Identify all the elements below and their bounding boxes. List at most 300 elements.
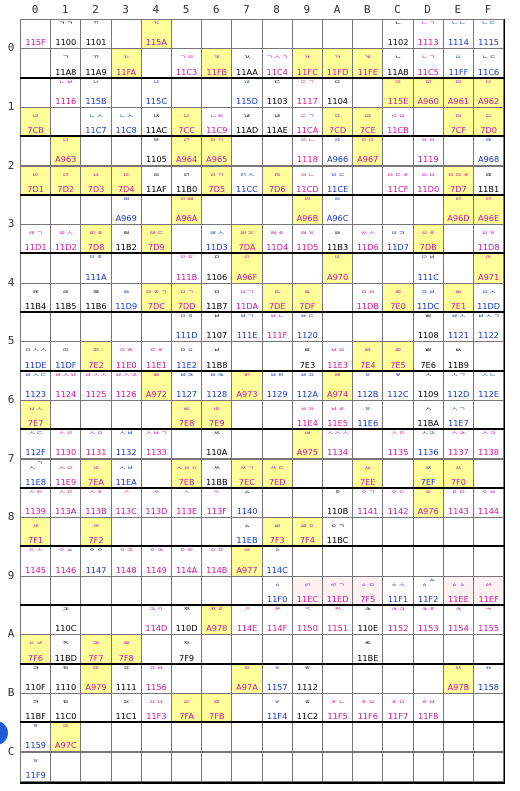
jamo-cell[interactable] (111, 224, 142, 254)
jamo-cell[interactable] (201, 312, 232, 342)
jamo-cell[interactable] (50, 605, 81, 635)
jamo-cell[interactable] (262, 107, 293, 137)
jamo-glyph: ᆼᆸ (27, 636, 44, 646)
jamo-cell[interactable] (413, 605, 444, 635)
jamo-cell[interactable] (50, 283, 81, 313)
jamo-glyph: ᄅᄆ (484, 138, 493, 148)
jamo-cell[interactable] (292, 400, 323, 430)
jamo-cell[interactable] (352, 400, 383, 430)
jamo-cell[interactable] (413, 488, 444, 518)
jamo-cell[interactable] (292, 693, 323, 723)
jamo-cell[interactable] (262, 283, 293, 313)
jamo-cell[interactable] (443, 107, 474, 137)
jamo-cell (171, 517, 202, 547)
jamo-glyph: ᆷᆼ (178, 343, 195, 353)
code-point: 11CD (296, 183, 319, 194)
jamo-glyph: ᄅᄒ (88, 255, 104, 265)
jamo-cell[interactable] (171, 634, 202, 664)
jamo-cell[interactable] (292, 48, 323, 78)
jamo-cell[interactable] (443, 19, 474, 49)
jamo-cell[interactable] (262, 371, 293, 401)
jamo-cell[interactable] (171, 546, 202, 576)
jamo-cell[interactable] (171, 107, 202, 137)
jamo-cell[interactable] (352, 48, 383, 78)
jamo-cell[interactable] (111, 459, 142, 489)
jamo-cell[interactable] (231, 488, 262, 518)
jamo-cell[interactable] (322, 576, 353, 606)
jamo-cell[interactable] (322, 341, 353, 371)
jamo-glyph: ᄅᄇ (122, 196, 131, 206)
jamo-cell[interactable] (322, 107, 353, 137)
jamo-cell[interactable] (201, 283, 232, 313)
jamo-cell[interactable] (443, 576, 474, 606)
jamo-cell[interactable] (443, 459, 474, 489)
jamo-cell[interactable] (111, 693, 142, 723)
jamo-cell[interactable] (171, 341, 202, 371)
jamo-cell[interactable] (473, 253, 504, 283)
jamo-cell[interactable] (80, 371, 111, 401)
jamo-cell[interactable] (262, 693, 293, 723)
jamo-cell[interactable] (352, 371, 383, 401)
jamo-cell[interactable] (20, 429, 51, 459)
jamo-cell[interactable] (20, 19, 51, 49)
jamo-cell[interactable] (322, 253, 353, 283)
jamo-cell[interactable] (141, 78, 172, 108)
jamo-cell[interactable] (292, 283, 323, 313)
jamo-glyph: ᇰᇰ (450, 577, 467, 587)
jamo-cell[interactable] (231, 605, 262, 635)
jamo-cell[interactable] (443, 429, 474, 459)
jamo-cell[interactable] (322, 195, 353, 225)
jamo-cell[interactable] (352, 634, 383, 664)
jamo-cell[interactable] (443, 195, 474, 225)
jamo-cell[interactable] (80, 19, 111, 49)
jamo-cell[interactable] (443, 283, 474, 313)
jamo-cell[interactable] (352, 107, 383, 137)
jamo-cell[interactable] (171, 488, 202, 518)
jamo-cell[interactable] (443, 48, 474, 78)
jamo-cell[interactable] (413, 19, 444, 49)
code-point: A96F (236, 271, 258, 282)
jamo-cell[interactable] (20, 693, 51, 723)
jamo-cell[interactable] (322, 400, 353, 430)
jamo-cell[interactable] (231, 517, 262, 547)
jamo-cell[interactable] (322, 488, 353, 518)
jamo-cell[interactable] (171, 283, 202, 313)
jamo-cell[interactable] (80, 48, 111, 78)
jamo-cell[interactable] (322, 693, 353, 723)
jamo-glyph: ᆱᆨ (27, 226, 44, 236)
jamo-cell[interactable] (231, 371, 262, 401)
jamo-cell[interactable] (141, 429, 172, 459)
jamo-cell[interactable] (292, 605, 323, 635)
jamo-cell[interactable] (292, 224, 323, 254)
jamo-cell[interactable] (382, 488, 413, 518)
code-point: 110D (175, 623, 198, 634)
jamo-cell[interactable] (111, 488, 142, 518)
jamo-cell[interactable] (20, 517, 51, 547)
jamo-cell[interactable] (111, 546, 142, 576)
jamo-cell[interactable] (231, 107, 262, 137)
jamo-cell[interactable] (292, 576, 323, 606)
jamo-cell[interactable] (231, 546, 262, 576)
code-point: 7D4 (117, 183, 135, 194)
jamo-cell[interactable] (80, 546, 111, 576)
jamo-cell[interactable] (141, 136, 172, 166)
jamo-cell[interactable] (231, 664, 262, 694)
jamo-cell[interactable] (382, 48, 413, 78)
jamo-cell[interactable] (473, 283, 504, 313)
jamo-cell[interactable] (20, 722, 51, 752)
jamo-cell[interactable] (473, 48, 504, 78)
jamo-cell[interactable] (20, 400, 51, 430)
jamo-cell[interactable] (413, 166, 444, 196)
jamo-cell[interactable] (80, 488, 111, 518)
jamo-cell[interactable] (141, 341, 172, 371)
jamo-cell[interactable] (352, 136, 383, 166)
jamo-cell[interactable] (20, 166, 51, 196)
jamo-cell[interactable] (231, 253, 262, 283)
jamo-cell[interactable] (50, 19, 81, 49)
jamo-cell[interactable] (322, 166, 353, 196)
jamo-cell[interactable] (171, 195, 202, 225)
jamo-cell[interactable] (171, 253, 202, 283)
jamo-cell[interactable] (413, 312, 444, 342)
jamo-cell[interactable] (20, 371, 51, 401)
jamo-cell[interactable] (382, 605, 413, 635)
jamo-cell[interactable] (20, 341, 51, 371)
jamo-cell[interactable] (201, 400, 232, 430)
jamo-cell[interactable] (201, 459, 232, 489)
jamo-cell[interactable] (382, 693, 413, 723)
jamo-cell[interactable] (292, 371, 323, 401)
jamo-cell[interactable] (20, 459, 51, 489)
jamo-cell[interactable] (80, 78, 111, 108)
jamo-glyph: ᄋᄇ (480, 489, 497, 499)
jamo-cell[interactable] (262, 546, 293, 576)
jamo-cell[interactable] (473, 312, 504, 342)
jamo-cell[interactable] (473, 136, 504, 166)
jamo-cell[interactable] (413, 693, 444, 723)
jamo-cell[interactable] (292, 341, 323, 371)
jamo-cell[interactable] (201, 107, 232, 137)
jamo-cell[interactable] (262, 517, 293, 547)
jamo-cell[interactable] (443, 488, 474, 518)
jamo-cell[interactable] (322, 224, 353, 254)
jamo-cell[interactable] (20, 488, 51, 518)
jamo-cell[interactable] (80, 634, 111, 664)
jamo-cell[interactable] (413, 341, 444, 371)
jamo-glyph: ᇫᆸᆼ (299, 519, 316, 529)
jamo-cell[interactable] (201, 693, 232, 723)
jamo-cell[interactable] (322, 371, 353, 401)
code-point: 1154 (447, 623, 469, 634)
jamo-cell[interactable] (201, 136, 232, 166)
jamo-cell[interactable] (473, 605, 504, 635)
jamo-glyph: ᇫ (243, 519, 251, 529)
jamo-cell[interactable] (141, 166, 172, 196)
row-divider (20, 428, 505, 430)
jamo-cell[interactable] (50, 78, 81, 108)
jamo-cell[interactable] (262, 664, 293, 694)
jamo-cell[interactable] (50, 429, 81, 459)
jamo-cell[interactable] (382, 224, 413, 254)
jamo-cell[interactable] (382, 107, 413, 137)
jamo-cell[interactable] (382, 78, 413, 108)
jamo-cell[interactable] (171, 312, 202, 342)
jamo-cell[interactable] (50, 341, 81, 371)
jamo-cell[interactable] (262, 224, 293, 254)
jamo-cell[interactable] (443, 664, 474, 694)
jamo-cell[interactable] (50, 488, 81, 518)
jamo-cell[interactable] (352, 576, 383, 606)
jamo-glyph: ᄂᄉ (92, 79, 100, 89)
jamo-cell[interactable] (382, 19, 413, 49)
jamo-cell[interactable] (111, 166, 142, 196)
jamo-cell[interactable] (262, 166, 293, 196)
jamo-cell[interactable] (80, 283, 111, 313)
jamo-cell[interactable] (201, 48, 232, 78)
jamo-cell[interactable] (111, 429, 142, 459)
jamo-cell[interactable] (80, 253, 111, 283)
column-header: 4 (152, 3, 160, 16)
jamo-cell[interactable] (382, 341, 413, 371)
jamo-cell[interactable] (20, 546, 51, 576)
jamo-cell[interactable] (322, 429, 353, 459)
jamo-glyph: ᄈ (424, 314, 433, 323)
jamo-cell (292, 546, 323, 576)
jamo-cell[interactable] (171, 371, 202, 401)
jamo-cell[interactable] (322, 605, 353, 635)
jamo-cell[interactable] (171, 400, 202, 430)
jamo-cell[interactable] (231, 459, 262, 489)
jamo-cell[interactable] (292, 78, 323, 108)
jamo-cell[interactable] (171, 136, 202, 166)
jamo-cell[interactable] (352, 341, 383, 371)
jamo-cell[interactable] (292, 107, 323, 137)
code-point: 11E0 (115, 359, 137, 370)
jamo-cell[interactable] (201, 488, 232, 518)
jamo-cell[interactable] (20, 224, 51, 254)
jamo-cell[interactable] (262, 459, 293, 489)
jamo-cell[interactable] (382, 166, 413, 196)
jamo-cell[interactable] (413, 400, 444, 430)
jamo-cell[interactable] (201, 224, 232, 254)
jamo-cell[interactable] (382, 371, 413, 401)
jamo-cell[interactable] (50, 664, 81, 694)
code-point: 7DA (238, 242, 256, 253)
jamo-cell[interactable] (352, 693, 383, 723)
jamo-cell[interactable] (413, 576, 444, 606)
jamo-cell[interactable] (50, 722, 81, 752)
jamo-cell[interactable] (292, 517, 323, 547)
jamo-cell[interactable] (292, 136, 323, 166)
jamo-cell[interactable] (111, 48, 142, 78)
jamo-cell[interactable] (473, 166, 504, 196)
jamo-cell[interactable] (141, 693, 172, 723)
jamo-cell[interactable] (201, 429, 232, 459)
jamo-cell[interactable] (50, 136, 81, 166)
jamo-cell[interactable] (352, 488, 383, 518)
jamo-cell[interactable] (262, 78, 293, 108)
jamo-cell[interactable] (141, 488, 172, 518)
jamo-cell[interactable] (413, 48, 444, 78)
jamo-cell[interactable] (262, 576, 293, 606)
jamo-cell (322, 312, 353, 342)
jamo-cell[interactable] (262, 312, 293, 342)
jamo-cell[interactable] (20, 752, 51, 782)
jamo-cell[interactable] (443, 400, 474, 430)
jamo-cell[interactable] (171, 48, 202, 78)
jamo-cell[interactable] (111, 341, 142, 371)
jamo-cell[interactable] (473, 224, 504, 254)
jamo-cell[interactable] (322, 78, 353, 108)
jamo-cell[interactable] (80, 341, 111, 371)
jamo-cell[interactable] (20, 664, 51, 694)
jamo-cell[interactable] (50, 166, 81, 196)
jamo-cell[interactable] (50, 693, 81, 723)
jamo-cell[interactable] (231, 224, 262, 254)
jamo-cell[interactable] (111, 107, 142, 137)
jamo-cell[interactable] (111, 634, 142, 664)
jamo-cell[interactable] (201, 253, 232, 283)
jamo-cell[interactable] (50, 634, 81, 664)
jamo-cell[interactable] (141, 224, 172, 254)
jamo-cell (231, 341, 262, 371)
jamo-cell[interactable] (413, 253, 444, 283)
jamo-cell[interactable] (111, 371, 142, 401)
jamo-cell[interactable] (382, 429, 413, 459)
jamo-cell[interactable] (413, 283, 444, 313)
jamo-cell[interactable] (80, 459, 111, 489)
jamo-cell (201, 19, 232, 49)
jamo-cell[interactable] (111, 195, 142, 225)
jamo-cell[interactable] (352, 283, 383, 313)
code-point: 110B (326, 506, 349, 517)
jamo-cell[interactable] (20, 283, 51, 313)
jamo-cell[interactable] (292, 429, 323, 459)
jamo-cell[interactable] (413, 136, 444, 166)
jamo-cell[interactable] (80, 664, 111, 694)
jamo-cell[interactable] (413, 78, 444, 108)
jamo-cell[interactable] (443, 341, 474, 371)
jamo-cell[interactable] (171, 166, 202, 196)
jamo-cell (473, 752, 504, 782)
jamo-cell[interactable] (413, 459, 444, 489)
jamo-cell[interactable] (413, 371, 444, 401)
jamo-cell[interactable] (201, 166, 232, 196)
jamo-cell[interactable] (413, 429, 444, 459)
jamo-cell[interactable] (473, 488, 504, 518)
jamo-cell[interactable] (473, 19, 504, 49)
jamo-cell[interactable] (262, 48, 293, 78)
jamo-cell[interactable] (473, 371, 504, 401)
jamo-cell[interactable] (382, 576, 413, 606)
jamo-cell[interactable] (50, 48, 81, 78)
jamo-cell[interactable] (322, 517, 353, 547)
jamo-cell[interactable] (141, 107, 172, 137)
jamo-cell[interactable] (292, 166, 323, 196)
jamo-cell[interactable] (382, 283, 413, 313)
jamo-cell[interactable] (231, 78, 262, 108)
jamo-cell[interactable] (141, 283, 172, 313)
jamo-cell[interactable] (473, 195, 504, 225)
jamo-cell[interactable] (50, 546, 81, 576)
jamo-cell[interactable] (231, 48, 262, 78)
side-tab[interactable] (0, 721, 8, 745)
jamo-cell[interactable] (262, 605, 293, 635)
jamo-cell[interactable] (80, 429, 111, 459)
jamo-cell[interactable] (473, 664, 504, 694)
jamo-cell[interactable] (473, 78, 504, 108)
jamo-cell[interactable] (292, 195, 323, 225)
jamo-cell[interactable] (171, 605, 202, 635)
jamo-cell[interactable] (352, 459, 383, 489)
code-point: A97A (236, 681, 258, 692)
jamo-cell[interactable] (443, 78, 474, 108)
jamo-glyph: ᄃᄅ (394, 79, 402, 89)
jamo-cell[interactable] (201, 371, 232, 401)
jamo-cell[interactable] (141, 605, 172, 635)
code-point: 7CB (27, 125, 44, 136)
jamo-glyph: ᆲᇁ (239, 226, 255, 236)
jamo-cell[interactable] (292, 312, 323, 342)
jamo-cell[interactable] (50, 459, 81, 489)
jamo-cell[interactable] (292, 664, 323, 694)
jamo-glyph: ᄋᄒ (243, 548, 251, 558)
jamo-cell[interactable] (20, 107, 51, 137)
jamo-cell[interactable] (231, 283, 262, 313)
jamo-cell[interactable] (80, 517, 111, 547)
jamo-cell[interactable] (473, 576, 504, 606)
jamo-cell[interactable] (443, 605, 474, 635)
jamo-cell[interactable] (473, 429, 504, 459)
jamo-cell[interactable] (322, 136, 353, 166)
jamo-cell[interactable] (201, 546, 232, 576)
jamo-cell[interactable] (141, 664, 172, 694)
jamo-cell[interactable] (80, 224, 111, 254)
jamo-cell[interactable] (443, 312, 474, 342)
jamo-cell[interactable] (201, 341, 232, 371)
jamo-cell[interactable] (141, 371, 172, 401)
jamo-cell[interactable] (80, 166, 111, 196)
jamo-cell[interactable] (171, 693, 202, 723)
jamo-cell[interactable] (50, 224, 81, 254)
jamo-cell[interactable] (413, 224, 444, 254)
jamo-cell[interactable] (111, 283, 142, 313)
jamo-glyph: ᄾ (182, 489, 191, 499)
jamo-cell[interactable] (171, 459, 202, 489)
jamo-cell[interactable] (111, 664, 142, 694)
jamo-cell[interactable] (80, 107, 111, 137)
jamo-cell[interactable] (141, 546, 172, 576)
code-point: 7EC (238, 476, 256, 487)
jamo-cell[interactable] (322, 48, 353, 78)
jamo-cell[interactable] (231, 166, 262, 196)
jamo-cell[interactable] (473, 107, 504, 137)
jamo-cell[interactable] (352, 605, 383, 635)
jamo-cell[interactable] (443, 371, 474, 401)
jamo-cell[interactable] (231, 312, 262, 342)
jamo-cell[interactable] (201, 605, 232, 635)
code-point: A964 (175, 154, 198, 165)
jamo-cell[interactable] (352, 224, 383, 254)
jamo-cell[interactable] (443, 166, 474, 196)
jamo-cell[interactable] (50, 371, 81, 401)
jamo-cell[interactable] (20, 634, 51, 664)
jamo-cell[interactable] (141, 19, 172, 49)
code-point: 11CB (387, 125, 409, 136)
